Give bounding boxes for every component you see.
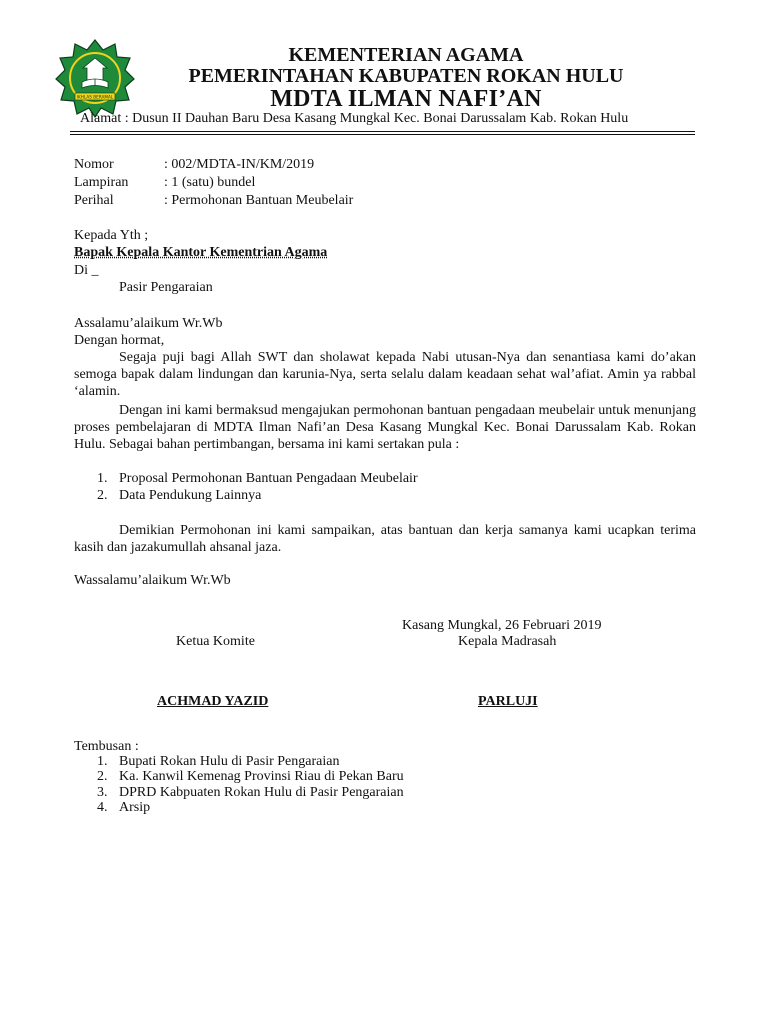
school-address: Alamat : Dusun II Dauhan Baru Desa Kasang Mungkal Kec. Bonai Darussalam Kab. Rokan Hulu <box>80 111 629 126</box>
paragraph-2: Dengan ini kami bermaksud mengajukan permohonan bantuan pengadaan meubelair untuk menunjang proses pembelajaran di MDTA Ilman Nafi’an Desa Kasang Mungkal Kec. Bonai Darussalam Kab. Rokan Hulu. Sebagai bahan pertimbangan, bersama ini kami sertakan pula : <box>74 403 696 452</box>
svg-text:IKHLAS BERAMAL: IKHLAS BERAMAL <box>76 94 114 100</box>
tembusan-item: 4. Arsip <box>97 800 151 815</box>
lampiran-label: Lampiran <box>74 175 129 190</box>
recipient-di: Di _ <box>74 263 99 278</box>
tembusan-label: Tembusan : <box>74 739 139 754</box>
recipient-place: Pasir Pengaraian <box>119 280 213 295</box>
letterhead-rule <box>70 131 695 132</box>
right-signatory-name: PARLUJI <box>478 694 538 709</box>
closing-salam: Wassalamu’alaikum Wr.Wb <box>74 573 231 588</box>
right-signatory-title: Kepala Madrasah <box>458 634 557 649</box>
tembusan-item: 3. DPRD Kabpuaten Rokan Hulu di Pasir Pengaraian <box>97 785 404 800</box>
letterhead-rule-thin <box>70 134 695 135</box>
nomor-value: : 002/MDTA-IN/KM/2019 <box>164 157 315 172</box>
left-signatory-name: ACHMAD YAZID <box>157 694 269 709</box>
government-title: PEMERINTAHAN KABUPATEN ROKAN HULU <box>188 65 624 87</box>
paragraph-1: Segaja puji bagi Allah SWT dan sholawat kepada Nabi utusan-Nya dan senantiasa kami do’akan semoga bapak dalam lindungan dan karunia-Nya, serta selalu dalam keadaan sehat wal’afiat. Amin ya rabbal ‘alamin. <box>74 350 696 399</box>
school-title: MDTA ILMAN NAFI’AN <box>270 86 542 112</box>
list-item: 1. Proposal Permohonan Bantuan Pengadaan Meubelair <box>97 471 418 486</box>
greeting: Dengan hormat, <box>74 333 165 348</box>
salam: Assalamu’alaikum Wr.Wb <box>74 316 223 331</box>
ministry-title: KEMENTERIAN AGAMA <box>288 44 524 66</box>
nomor-label: Nomor <box>74 157 114 172</box>
tembusan-item: 2. Ka. Kanwil Kemenag Provinsi Riau di Pekan Baru <box>97 769 404 784</box>
perihal-value: : Permohonan Bantuan Meubelair <box>164 193 354 208</box>
paragraph-3: Demikian Permohonan ini kami sampaikan, atas bantuan dan kerja samanya kami ucapkan terima kasih dan jazakumullah ahsanal jaza. <box>74 523 696 555</box>
recipient-name: Bapak Kepala Kantor Kementrian Agama <box>74 245 328 260</box>
place-date: Kasang Mungkal, 26 Februari 2019 <box>402 618 602 633</box>
kepada-yth: Kepada Yth ; <box>74 228 149 243</box>
perihal-label: Perihal <box>74 193 114 208</box>
left-signatory-title: Ketua Komite <box>176 634 255 649</box>
lampiran-value: : 1 (satu) bundel <box>164 175 256 190</box>
tembusan-item: 1. Bupati Rokan Hulu di Pasir Pengaraian <box>97 754 340 769</box>
list-item: 2. Data Pendukung Lainnya <box>97 488 262 503</box>
